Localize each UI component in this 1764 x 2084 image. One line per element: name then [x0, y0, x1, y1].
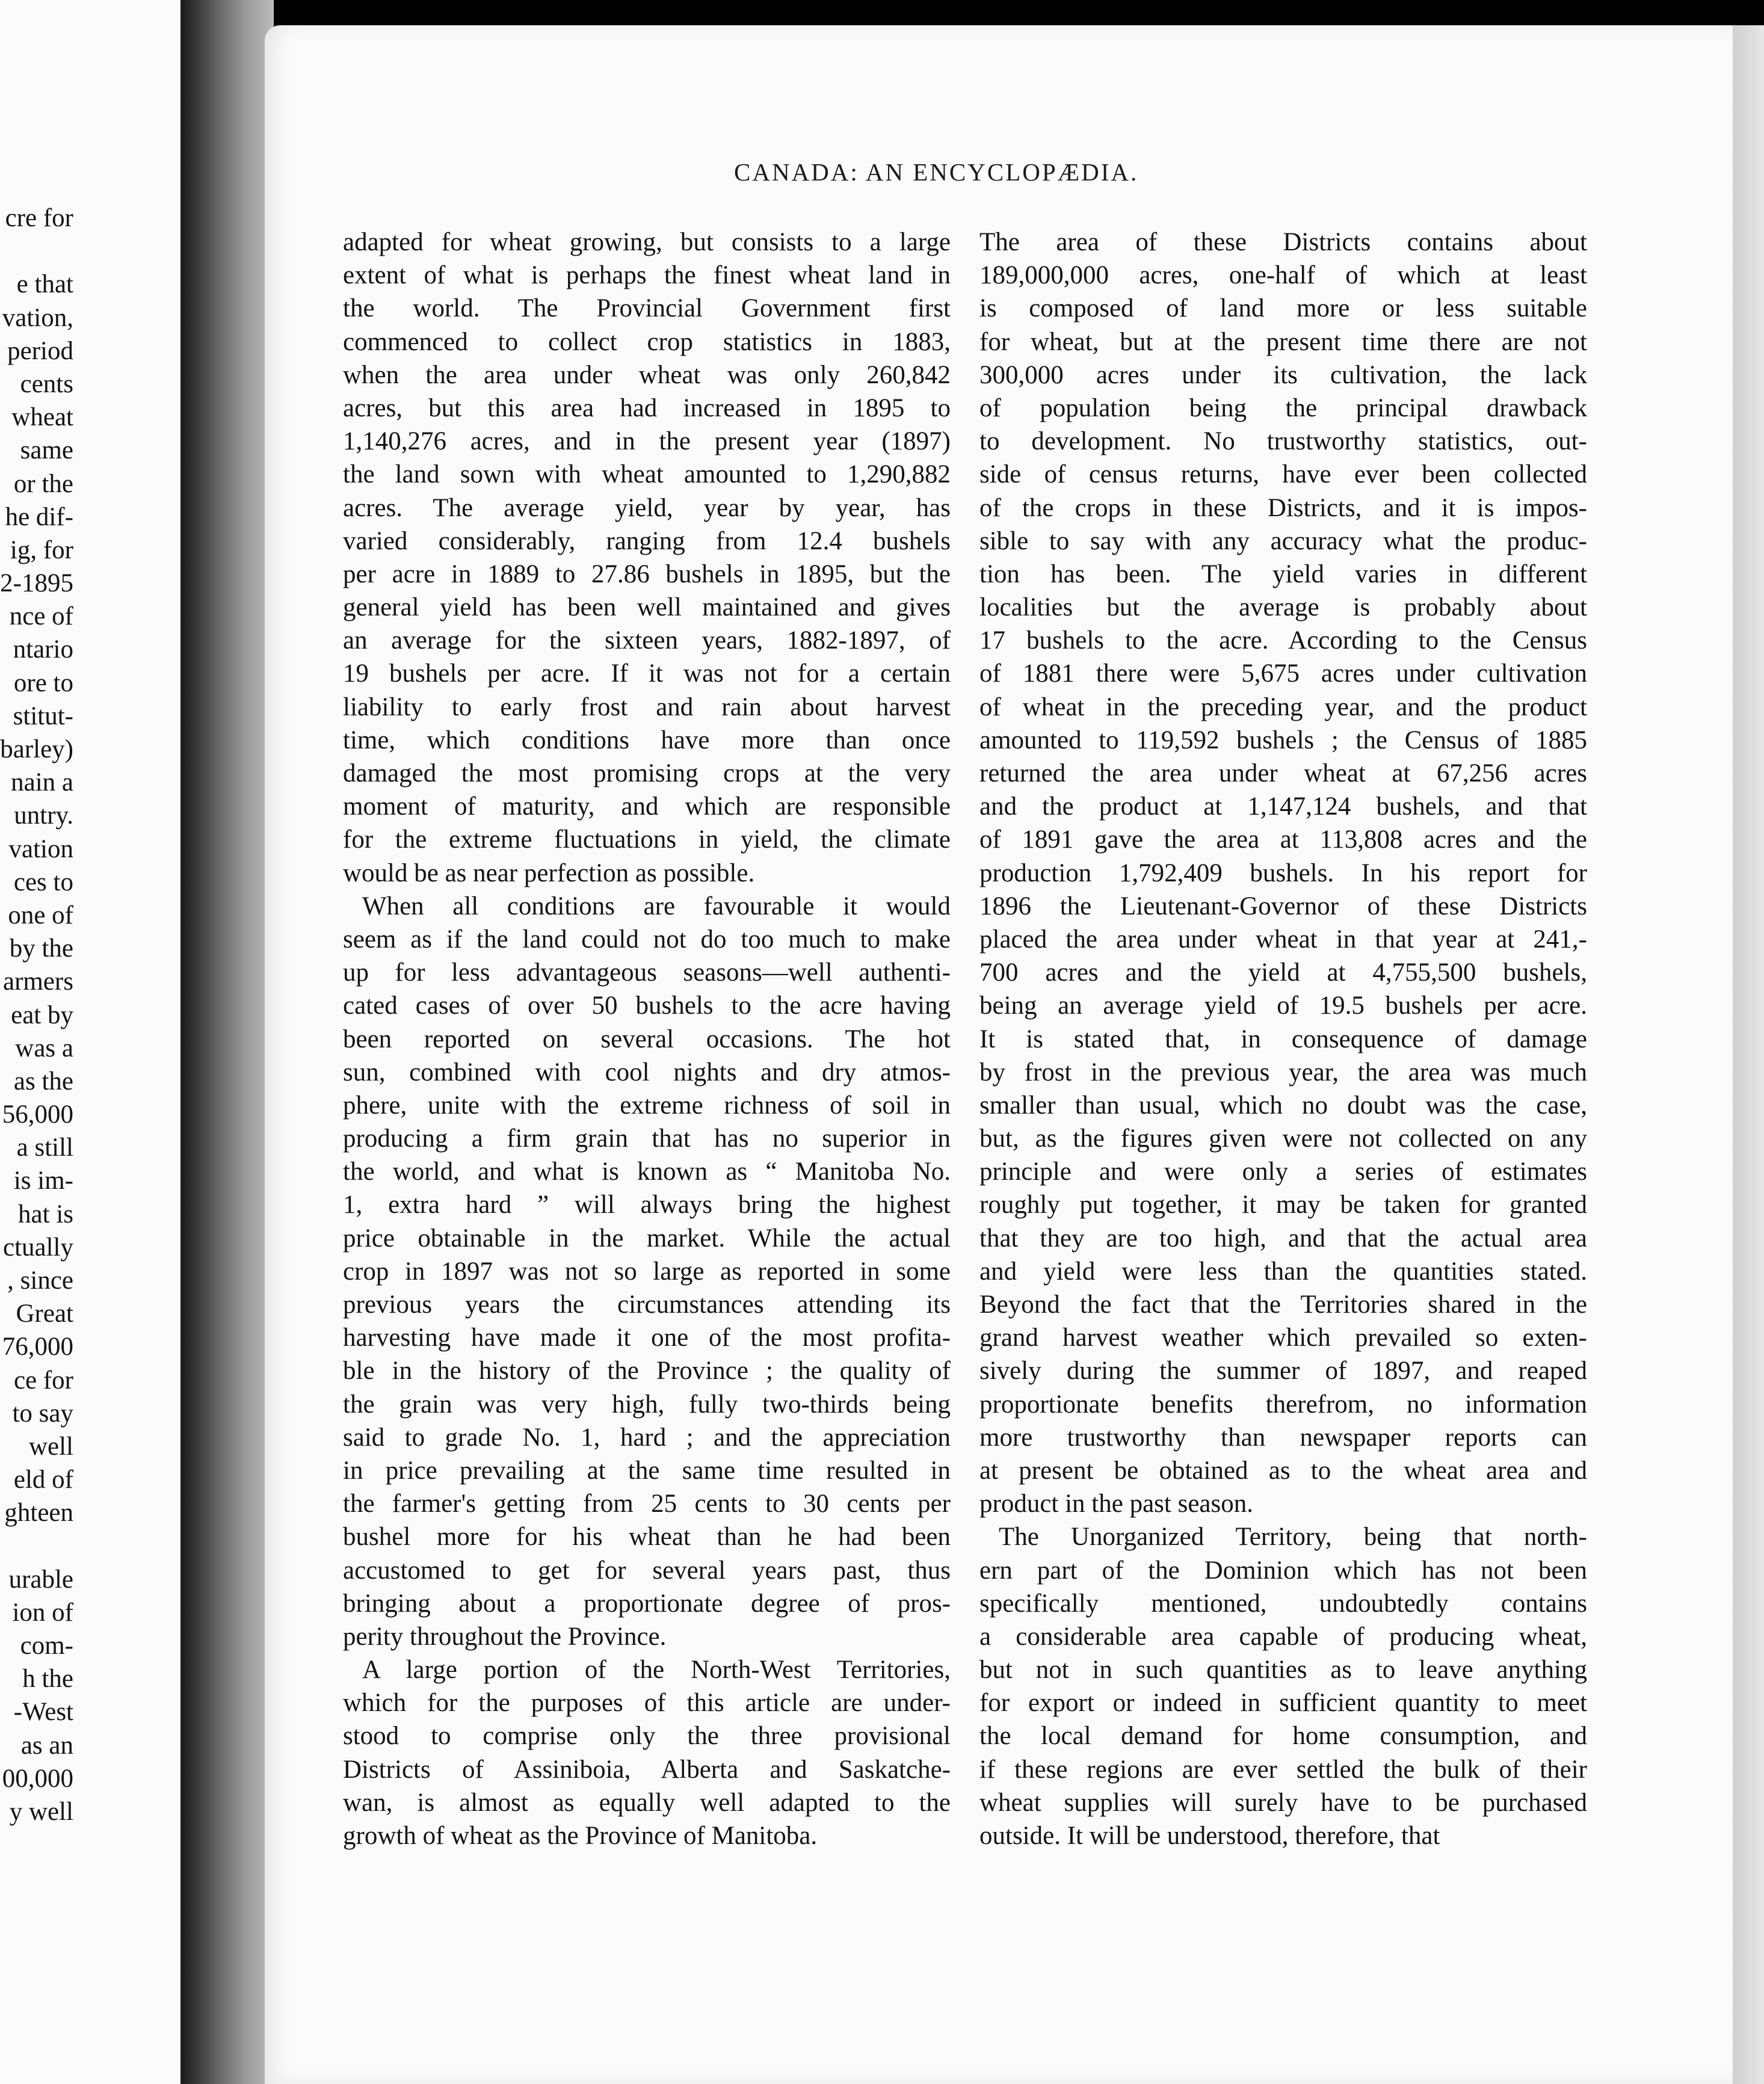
text-line: but not in such quantities as to leave anything [979, 1656, 1587, 1685]
fragment-line: ce for [13, 1366, 73, 1395]
text-line: The area of these Districts contains about [979, 228, 1587, 256]
text-line: seem as if the land could not do too much to make [343, 925, 951, 954]
fragment-line: e that [16, 270, 73, 299]
text-line: is composed of land more or less suitable [979, 294, 1587, 323]
fragment-line: urable [8, 1565, 73, 1594]
left-text-column [343, 226, 951, 1852]
text-line: of population being the principal drawback [979, 393, 1587, 422]
fragment-line: com- [20, 1632, 73, 1660]
text-line: wheat supplies will surely have to be purchased [979, 1788, 1587, 1817]
fragment-line: as an [20, 1731, 73, 1760]
text-line: for the extreme fluctuations in yield, the climate [343, 825, 951, 854]
text-line: per acre in 1889 to 27.86 bushels in 1895, but the [343, 560, 951, 588]
text-line: roughly put together, it may be taken for granted [979, 1191, 1587, 1219]
text-line: up for less advantageous seasons—well authenti- [343, 958, 951, 987]
text-line: smaller than usual, which no doubt was the case, [979, 1091, 1587, 1120]
previous-page-text-column [0, 202, 73, 1828]
text-line: of the crops in these Districts, and it is impos- [979, 493, 1587, 522]
fragment-line: ion of [12, 1598, 73, 1627]
fragment-line: vation, [2, 303, 73, 332]
text-line: harvesting have made it one of the most profita- [343, 1324, 951, 1352]
fragment-line: y well [9, 1798, 73, 1826]
fragment-line: wheat [11, 403, 73, 432]
fragment-line: to say [12, 1399, 73, 1428]
text-line: the farmer's getting from 25 cents to 30 cents per [343, 1490, 951, 1518]
text-line: localities but the average is probably about [979, 593, 1587, 622]
previous-page-fragment [0, 0, 180, 2084]
right-text-column [979, 226, 1587, 1852]
text-line: time, which conditions have more than once [343, 726, 951, 754]
text-line: placed the area under wheat in that year at 241,- [979, 925, 1587, 954]
text-line: an average for the sixteen years, 1882-1897, of [343, 626, 951, 655]
text-line: commenced to collect crop statistics in 1883, [343, 327, 951, 356]
text-line: principle and were only a series of estimates [979, 1158, 1587, 1186]
fragment-line: barley) [0, 735, 73, 763]
text-line: amounted to 119,592 bushels ; the Census of 1885 [979, 726, 1587, 754]
text-line: stood to comprise only the three provisional [343, 1722, 951, 1751]
text-line: to development. No trustworthy statistics, out- [979, 427, 1587, 456]
fragment-line: -West [13, 1698, 73, 1727]
text-line: returned the area under wheat at 67,256 acres [979, 759, 1587, 788]
text-line: outside. It will be understood, therefore, that [979, 1822, 1440, 1850]
text-line: previous years the circumstances attending its [343, 1290, 951, 1319]
text-line: sively during the summer of 1897, and reaped [979, 1357, 1587, 1386]
fragment-line: as the [13, 1067, 73, 1096]
text-line: would be as near perfection as possible. [343, 859, 755, 887]
text-line: side of census returns, have ever been collected [979, 460, 1587, 489]
text-line: when the area under wheat was only 260,842 [343, 360, 951, 389]
running-head: CANADA: AN ENCYCLOPÆDIA. [734, 158, 1139, 186]
fragment-line: eat by [11, 1000, 73, 1029]
fragment-line: h the [22, 1665, 73, 1694]
text-line: specifically mentioned, undoubtedly contains [979, 1589, 1587, 1618]
text-line: but, as the figures given were not collected on any [979, 1124, 1587, 1153]
text-line: ble in the history of the Province ; the quality of [343, 1357, 951, 1386]
fragment-line: one of [8, 901, 73, 929]
text-line: tion has been. The yield varies in different [979, 560, 1587, 588]
text-line: producing a firm grain that has no superior in [343, 1124, 951, 1153]
text-line: cated cases of over 50 bushels to the acre having [343, 991, 951, 1020]
text-line: A large portion of the North-West Territories, [362, 1656, 951, 1685]
fragment-line: nain a [11, 768, 73, 797]
fragment-line: 56,000 [2, 1100, 73, 1129]
text-line: for wheat, but at the present time there are not [979, 327, 1587, 356]
fragment-line: by the [9, 934, 73, 963]
text-line: sun, combined with cool nights and dry atmos- [343, 1058, 951, 1087]
fragment-line [0, 1530, 73, 1563]
text-line: the world. The Provincial Government first [343, 294, 951, 323]
fragment-line: or the [13, 469, 73, 498]
fragment-line: he dif- [5, 502, 73, 531]
text-line: by frost in the previous year, the area was much [979, 1058, 1587, 1087]
text-line: 189,000,000 acres, one-half of which at least [979, 261, 1587, 290]
fragment-line: ctually [2, 1233, 73, 1262]
text-line: liability to early frost and rain about harvest [343, 692, 951, 721]
text-line: of wheat in the preceding year, and the product [979, 692, 1587, 721]
fragment-line: cents [20, 369, 73, 398]
fragment-line: a still [16, 1133, 73, 1162]
text-line: in price prevailing at the same time resulted in [343, 1456, 951, 1485]
text-line: moment of maturity, and which are responsible [343, 792, 951, 821]
fragment-line: ghteen [4, 1499, 73, 1528]
text-line: been reported on several occasions. The hot [343, 1025, 951, 1053]
text-line: 1, extra hard ” will always bring the highest [343, 1191, 951, 1219]
fragment-line: armers [3, 967, 73, 996]
text-line: general yield has been well maintained and gives [343, 593, 951, 622]
text-line: the grain was very high, fully two-thirds being [343, 1390, 951, 1419]
text-line: if these regions are ever settled the bulk of their [979, 1755, 1587, 1784]
text-line: of 1891 gave the area at 113,808 acres and the [979, 825, 1587, 854]
text-line: Districts of Assiniboia, Alberta and Saskatche- [343, 1755, 951, 1784]
text-line: that they are too high, and that the actual area [979, 1224, 1587, 1253]
text-line: the world, and what is known as “ Manitoba No. [343, 1158, 951, 1186]
text-line: accustomed to get for several years past, thus [343, 1556, 951, 1585]
text-line: more trustworthy than newspaper reports can [979, 1423, 1587, 1452]
text-line: adapted for wheat growing, but consists to a large [343, 228, 951, 256]
fragment-line: well [28, 1432, 73, 1461]
fragment-line: stitut- [13, 701, 73, 730]
fragment-line: ntario [13, 635, 73, 664]
text-line: of 1881 there were 5,675 acres under cultivation [979, 659, 1587, 688]
text-line: product in the past season. [979, 1490, 1253, 1518]
text-line: price obtainable in the market. While the actual [343, 1224, 951, 1253]
text-line: damaged the most promising crops at the very [343, 759, 951, 788]
text-line: crop in 1897 was not so large as reported in some [343, 1257, 951, 1286]
fragment-line: is im- [13, 1167, 73, 1195]
text-line: proportionate benefits therefrom, no information [979, 1390, 1587, 1419]
fragment-line: 2-1895 [0, 569, 73, 598]
text-line: which for the purposes of this article are under- [343, 1689, 951, 1718]
text-line: acres. The average yield, year by year, has [343, 493, 951, 522]
text-line: When all conditions are favourable it would [362, 892, 951, 920]
fragment-line: 00,000 [2, 1764, 73, 1793]
fragment-line: ig, for [10, 535, 73, 564]
text-line: and yield were less than the quantities stated. [979, 1257, 1587, 1286]
text-line: 17 bushels to the acre. According to the Census [979, 626, 1587, 655]
text-line: varied considerably, ranging from 12.4 bushels [343, 526, 951, 555]
text-line: production 1,792,409 bushels. In his report for [979, 859, 1587, 887]
text-line: 300,000 acres under its cultivation, the lack [979, 360, 1587, 389]
fragment-line: ces to [13, 868, 73, 896]
text-line: 700 acres and the yield at 4,755,500 bushels, [979, 958, 1587, 987]
book-gutter-shadow [180, 0, 274, 2084]
text-line: wan, is almost as equally well adapted to the [343, 1788, 951, 1817]
fragment-line: vation [8, 834, 73, 863]
fragment-line: cre for [5, 204, 73, 232]
text-line: at present be obtained as to the wheat area and [979, 1456, 1587, 1485]
text-line: acres, but this area had increased in 1895 to [343, 393, 951, 422]
text-line: Beyond the fact that the Territories shared in the [979, 1290, 1587, 1319]
text-line: being an average yield of 19.5 bushels per acre. [979, 991, 1587, 1020]
text-line: The Unorganized Territory, being that north- [999, 1523, 1587, 1552]
fragment-line [0, 235, 73, 268]
fragment-line: Great [16, 1299, 73, 1328]
text-line: It is stated that, in consequence of damage [979, 1025, 1587, 1053]
text-line: perity throughout the Province. [343, 1622, 667, 1651]
page-edge [1733, 25, 1764, 2084]
text-line: 19 bushels per acre. If it was not for a certain [343, 659, 951, 688]
fragment-line: period [7, 336, 73, 365]
text-line: the land sown with wheat amounted to 1,290,882 [343, 460, 951, 489]
text-line: grand harvest weather which prevailed so exten- [979, 1324, 1587, 1352]
text-line: a considerable area capable of producing wheat, [979, 1622, 1587, 1651]
text-line: the local demand for home consumption, and [979, 1722, 1587, 1751]
fragment-line: eld of [13, 1466, 73, 1494]
text-line: said to grade No. 1, hard ; and the appreciation [343, 1423, 951, 1452]
fragment-line: was a [15, 1034, 73, 1062]
fragment-line: ore to [13, 668, 73, 697]
fragment-line: untry. [14, 801, 73, 830]
text-line: sible to say with any accuracy what the produc- [979, 526, 1587, 555]
fragment-line: , since [7, 1266, 73, 1295]
fragment-line: hat is [18, 1200, 73, 1229]
text-line: 1,140,276 acres, and in the present year (1897) [343, 427, 951, 456]
text-line: ern part of the Dominion which has not been [979, 1556, 1587, 1585]
text-line: growth of wheat as the Province of Manitoba. [343, 1822, 818, 1850]
text-line: 1896 the Lieutenant-Governor of these Districts [979, 892, 1587, 920]
text-line: bushel more for his wheat than he had been [343, 1523, 951, 1552]
fragment-line: same [20, 436, 73, 465]
fragment-line: nce of [9, 602, 73, 631]
text-line: for export or indeed in sufficient quantity to meet [979, 1689, 1587, 1718]
fragment-line: 76,000 [2, 1333, 73, 1361]
text-line: bringing about a proportionate degree of pros- [343, 1589, 951, 1618]
text-line: phere, unite with the extreme richness of soil in [343, 1091, 951, 1120]
text-line: extent of what is perhaps the finest wheat land in [343, 261, 951, 290]
text-line: and the product at 1,147,124 bushels, and that [979, 792, 1587, 821]
